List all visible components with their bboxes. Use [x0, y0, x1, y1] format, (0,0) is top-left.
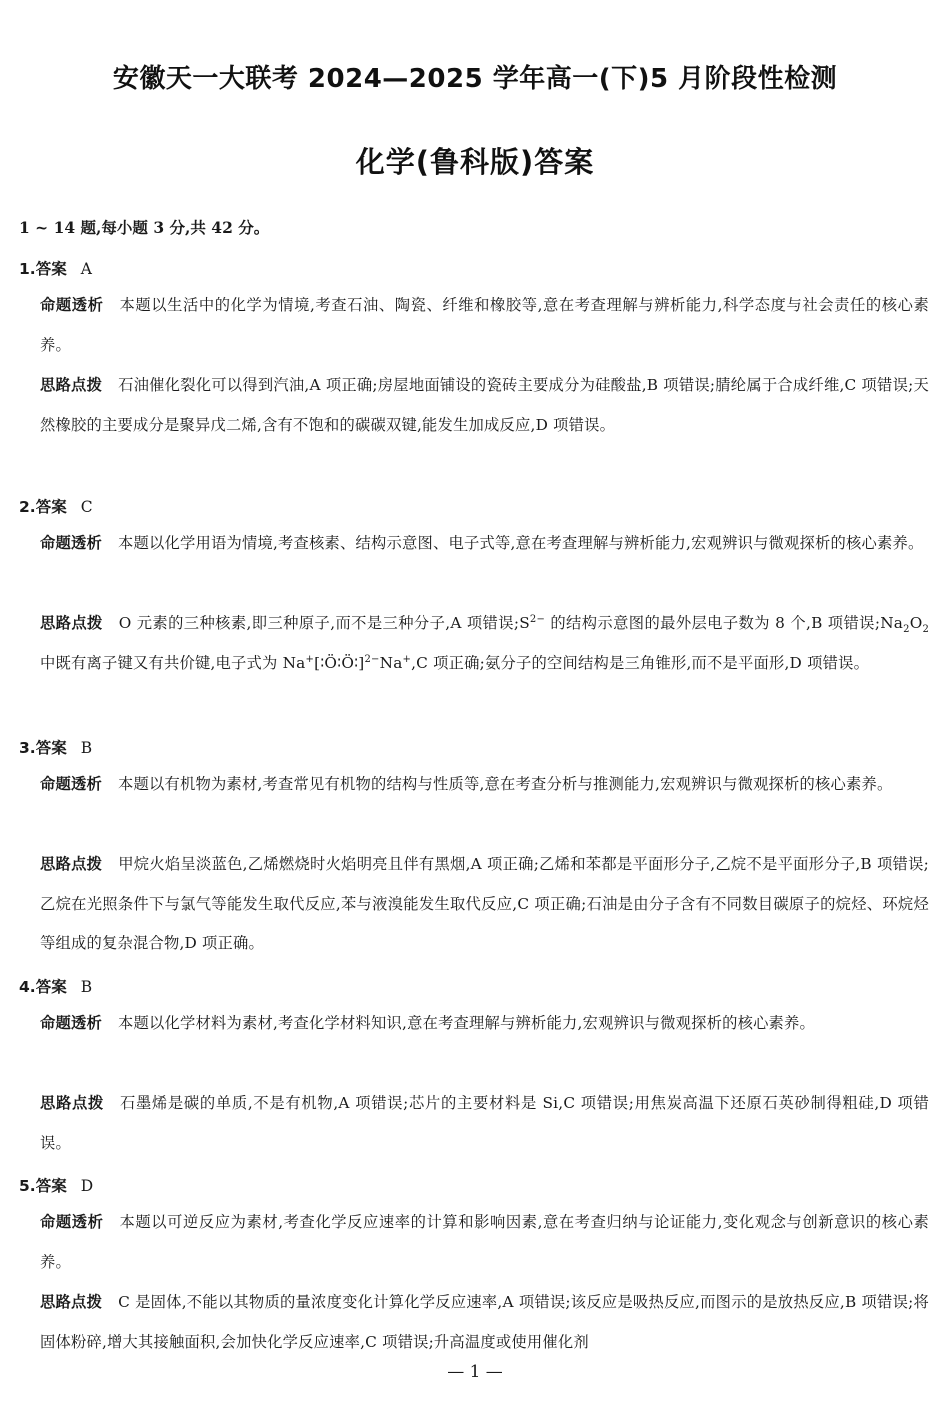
question-2-answer: 2.答案 C [19, 498, 93, 516]
question-2-analysis: 命题透析 本题以化学用语为情境,考查核素、结构示意图、电子式等,意在考查理解与辨析能力,宏观辨识与微观探析的核心素养。 [40, 534, 924, 552]
question-4-answer: 4.答案 B [19, 978, 93, 996]
scoring-intro: 1 ~ 14 题,每小题 3 分,共 42 分。 [19, 218, 270, 237]
page-number: — 1 — [447, 1362, 503, 1382]
question-5-answer: 5.答案 D [19, 1177, 94, 1195]
question-4-solution: 思路点拨 石墨烯是碳的单质,不是有机物,A 项错误;芯片的主要材料是 Si,C 项错误;用焦炭高温下还原石英砂制得粗硅,D 项错误。 [40, 1094, 929, 1152]
question-5-analysis: 命题透析 本题以可逆反应为素材,考查化学反应速率的计算和影响因素,意在考查归纳与论证能力,变化观念与创新意识的核心素养。 [40, 1213, 929, 1271]
question-1-answer: 1.答案 A [19, 260, 92, 278]
question-1-analysis: 命题透析 本题以生活中的化学为情境,考查石油、陶瓷、纤维和橡胶等,意在考查理解与辨析能力,科学态度与社会责任的核心素养。 [40, 296, 929, 354]
question-1-solution: 思路点拨 石油催化裂化可以得到汽油,A 项正确;房屋地面铺设的瓷砖主要成分为硅酸盐,B 项错误;腈纶属于合成纤维,C 项错误;天然橡胶的主要成分是聚异戊二烯,含有不饱和的碳碳双键,能发生加成反应,D 项错误。 [40, 376, 929, 434]
question-2-solution: 思路点拨 O 元素的三种核素,即三种原子,而不是三种分子,A 项错误$;S^{2-}$ 的结构示意图的最外层电子数为 8 个,B 项错误$;Na_2O_2$ 中既有离子键又有共价键,电子式为 Na+[∶Ö∶Ö∶]$^{2-}$Na+,C 项正确;氨分子的空间结构是三角锥形,而不是平面形,D 项错误。 [40, 613, 929, 672]
question-3-solution: 思路点拨 甲烷火焰呈淡蓝色,乙烯燃烧时火焰明亮且伴有黑烟,A 项正确;乙烯和苯都是平面形分子,乙烷不是平面形分子,B 项错误;乙烷在光照条件下与氯气等能发生取代反应,苯与液溴能发生取代反应,C 项正确;石油是由分子含有不同数目碳原子的烷烃、环烷烃等组成的复杂混合物,D 项正确。 [40, 855, 929, 952]
question-4-analysis: 命题透析 本题以化学材料为素材,考查化学材料知识,意在考查理解与辨析能力,宏观辨识与微观探析的核心素养。 [40, 1014, 816, 1032]
subject-title: 化学(鲁科版)答案 [355, 145, 595, 179]
question-3-analysis: 命题透析 本题以有机物为素材,考查常见有机物的结构与性质等,意在考查分析与推测能力,宏观辨识与微观探析的核心素养。 [40, 775, 893, 793]
question-3-answer: 3.答案 B [19, 739, 93, 757]
peroxide-electron-formula: [∶Ö∶Ö∶] [314, 653, 365, 672]
question-5-solution: 思路点拨 C 是固体,不能以其物质的量浓度变化计算化学反应速率,A 项错误;该反应是吸热反应,而图示的是放热反应,B 项错误;将固体粉碎,增大其接触面积,会加快化学反应速率,C 项错误;升高温度或使用催化剂 [40, 1293, 929, 1351]
exam-title: 安徽天一大联考 2024—2025 学年高一(下)5 月阶段性检测 [112, 64, 838, 94]
